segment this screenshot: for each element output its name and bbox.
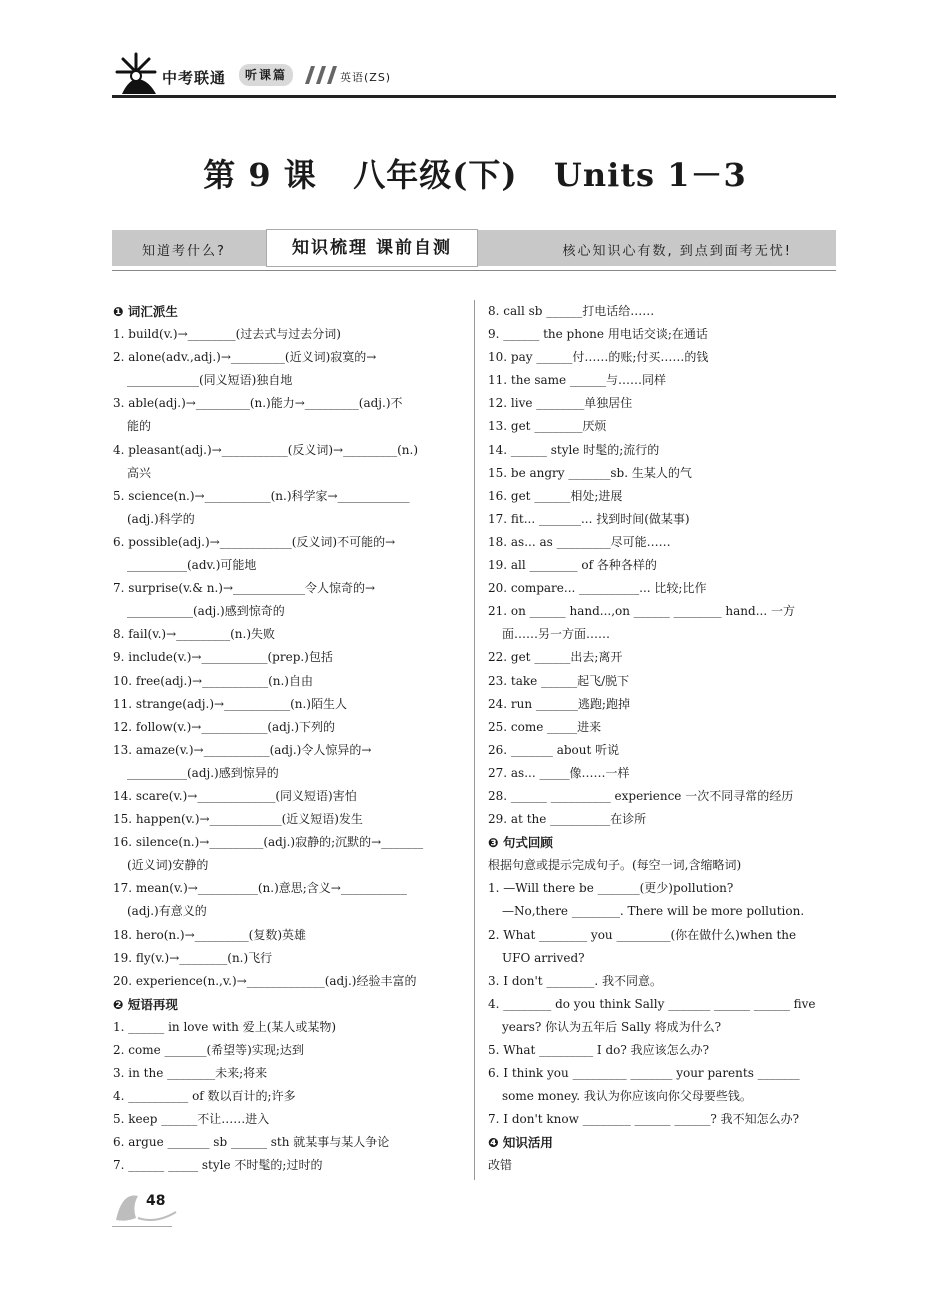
exercise-item: 20. experience(n.,v.)→_____________(adj.)经验丰富的 [113,973,417,988]
exercise-item: 1. build(v.)→________(过去式与过去分词) [113,327,341,342]
exercise-item: 8. fail(v.)→_________(n.)失败 [113,627,276,642]
section-heading: ❹ 知识活用 [488,1135,553,1151]
footer-divider [112,1226,172,1227]
instruction-text: 改错 [488,1158,513,1173]
exercise-item: 3. I don't ________. 我不同意。 [488,973,663,988]
exercise-item: 3. in the ________未来;将来 [113,1066,268,1081]
exercise-item: 14. scare(v.)→_____________(同义短语)害怕 [113,788,357,803]
item-continuation: some money. 我认为你应该向你父母要些钱。 [502,1089,752,1104]
exercise-item: 13. get ________厌烦 [488,419,607,434]
exercise-item: 9. include(v.)→___________(prep.)包括 [113,650,333,665]
item-continuation: ____________(同义短语)独自地 [127,373,293,388]
exercise-item: 11. strange(adj.)→___________(n.)陌生人 [113,696,347,711]
exercise-item: 19. all ________ of 各种各样的 [488,558,657,573]
exercise-item: 16. silence(n.)→_________(adj.)寂静的;沉默的→_______ [113,835,424,850]
column-divider [474,300,475,1180]
exercise-item: 9. ______ the phone 用电话交谈;在通话 [488,327,708,342]
item-continuation: UFO arrived? [502,950,585,965]
page-footer [112,1186,182,1226]
brand-name: 中考联通 [162,69,227,87]
exercise-item: 16. get ______相处;进展 [488,488,623,503]
exercise-item: 12. follow(v.)→___________(adj.)下列的 [113,719,336,734]
sun-logo-icon [112,50,160,96]
exercise-item: 19. fly(v.)→________(n.)飞行 [113,950,273,965]
exercise-item: 17. mean(v.)→__________(n.)意思;含义→___________ [113,881,407,896]
banner-left-text: 知道考什么? [142,244,226,259]
exercise-item: 13. amaze(v.)→___________(adj.)令人惊异的→ [113,742,372,757]
item-continuation: __________(adv.)可能地 [127,558,257,573]
exercise-item: 28. ______ __________ experience 一次不同寻常的经历 [488,788,794,803]
exercise-item: 2. come _______(希望等)实现;达到 [113,1043,304,1057]
banner-divider [112,270,836,271]
exercise-item: 8. call sb ______打电话给…… [488,304,655,318]
exercise-item: 4. ________ do you think Sally _______ ______ ______ five [488,996,816,1011]
exercise-item: 21. on ______ hand...,on ______ ________ hand... 一方 [488,604,795,619]
exercise-item: 1. ______ in love with 爱上(某人或某物) [113,1019,337,1034]
exercise-item: 22. get ______出去;离开 [488,650,623,665]
exercise-item: 7. surprise(v.& n.)→____________令人惊奇的→ [113,581,376,596]
item-continuation: (近义词)安静的 [127,858,209,873]
item-continuation: 能的 [127,419,152,434]
exercise-item: 27. as... _____像……一样 [488,765,630,780]
exercise-item: 24. run _______逃跑;跑掉 [488,696,630,711]
exercise-item: 5. What _________ I do? 我应该怎么办? [488,1043,710,1057]
instruction-text: 根据句意或提示完成句子。(每空一词,含缩略词) [488,858,742,873]
item-continuation: (adj.)有意义的 [127,904,207,919]
item-continuation: ___________(adj.)感到惊奇的 [127,604,285,619]
item-continuation: (adj.)科学的 [127,511,195,526]
section-heading: ❷ 短语再现 [113,996,178,1012]
exercise-item: 20. compare... __________... 比较;比作 [488,581,707,596]
exercise-item: 7. I don't know ________ ______ ______? 我不知怎么办? [488,1112,800,1127]
exercise-item: 1. —Will there be _______(更少)pollution? [488,881,734,896]
exercise-item: 18. as... as _________尽可能…… [488,534,671,549]
section-banner [112,230,836,266]
item-continuation: years? 你认为五年后 Sally 将成为什么? [502,1019,722,1034]
exercise-item: 5. keep ______不让……进入 [113,1112,270,1127]
subject-label: 英语(ZS) [340,71,392,84]
exercise-item: 25. come _____进来 [488,719,602,734]
section-heading: ❶ 词汇派生 [113,304,178,319]
exercise-item: 2. What ________ you _________(你在做什么)when the [488,927,797,942]
left-column [113,300,463,1178]
exercise-item: 10. free(adj.)→___________(n.)自由 [113,673,313,688]
header-divider [112,95,836,98]
page-title: 第 9 课 八年级(下) Units 1－3 [203,156,747,194]
exercise-item: 18. hero(n.)→_________(复数)英雄 [113,927,307,942]
exercise-item: 4. __________ of 数以百计的;许多 [113,1089,296,1104]
exercise-item: 3. able(adj.)→_________(n.)能力→_________(adj.)不 [113,396,403,411]
section-tag: 听课篇 [239,64,293,86]
exercise-item: 12. live ________单独居住 [488,396,633,411]
item-continuation: 高兴 [127,465,152,480]
exercise-item: 15. be angry _______sb. 生某人的气 [488,465,692,480]
exercise-item: 26. _______ about 听说 [488,742,620,757]
exercise-item: 29. at the __________在诊所 [488,812,647,827]
right-column [488,300,838,1178]
exercise-item: 15. happen(v.)→____________(近义短语)发生 [113,812,363,827]
item-continuation: —No,there ________. There will be more pollution. [502,904,805,919]
section-heading: ❸ 句式回顾 [488,835,553,851]
item-continuation: 面……另一方面…… [502,627,611,642]
exercise-item: 10. pay ______付……的账;付买……的钱 [488,350,709,365]
exercise-item: 6. argue _______ sb ______ sth 就某事与某人争论 [113,1135,390,1150]
slash-decoration-icon [305,66,339,84]
item-continuation: __________(adj.)感到惊异的 [127,765,279,780]
exercise-item: 7. ______ _____ style 不时髦的;过时的 [113,1158,323,1173]
exercise-item: 2. alone(adv.,adj.)→_________(近义词)寂寞的→ [113,350,377,365]
exercise-item: 14. ______ style 时髦的;流行的 [488,442,660,457]
exercise-item: 4. pleasant(adj.)→___________(反义词)→_________(n.) [113,442,419,457]
exercise-item: 6. I think you _________ _______ your parents _______ [488,1066,800,1081]
exercise-item: 6. possible(adj.)→____________(反义词)不可能的→ [113,534,396,549]
exercise-item: 23. take ______起飞/脱下 [488,673,630,688]
banner-title: 知识梳理 课前自测 [266,229,478,267]
exercise-item: 17. fit... _______... 找到时间(做某事) [488,511,690,526]
page-number: 48 [146,1193,166,1209]
exercise-item: 11. the same ______与……同样 [488,373,666,388]
page-header [112,50,836,98]
banner-right-text: 核心知识心有数, 到点到面考无忧! [562,244,792,259]
exercise-item: 5. science(n.)→___________(n.)科学家→____________ [113,488,410,503]
